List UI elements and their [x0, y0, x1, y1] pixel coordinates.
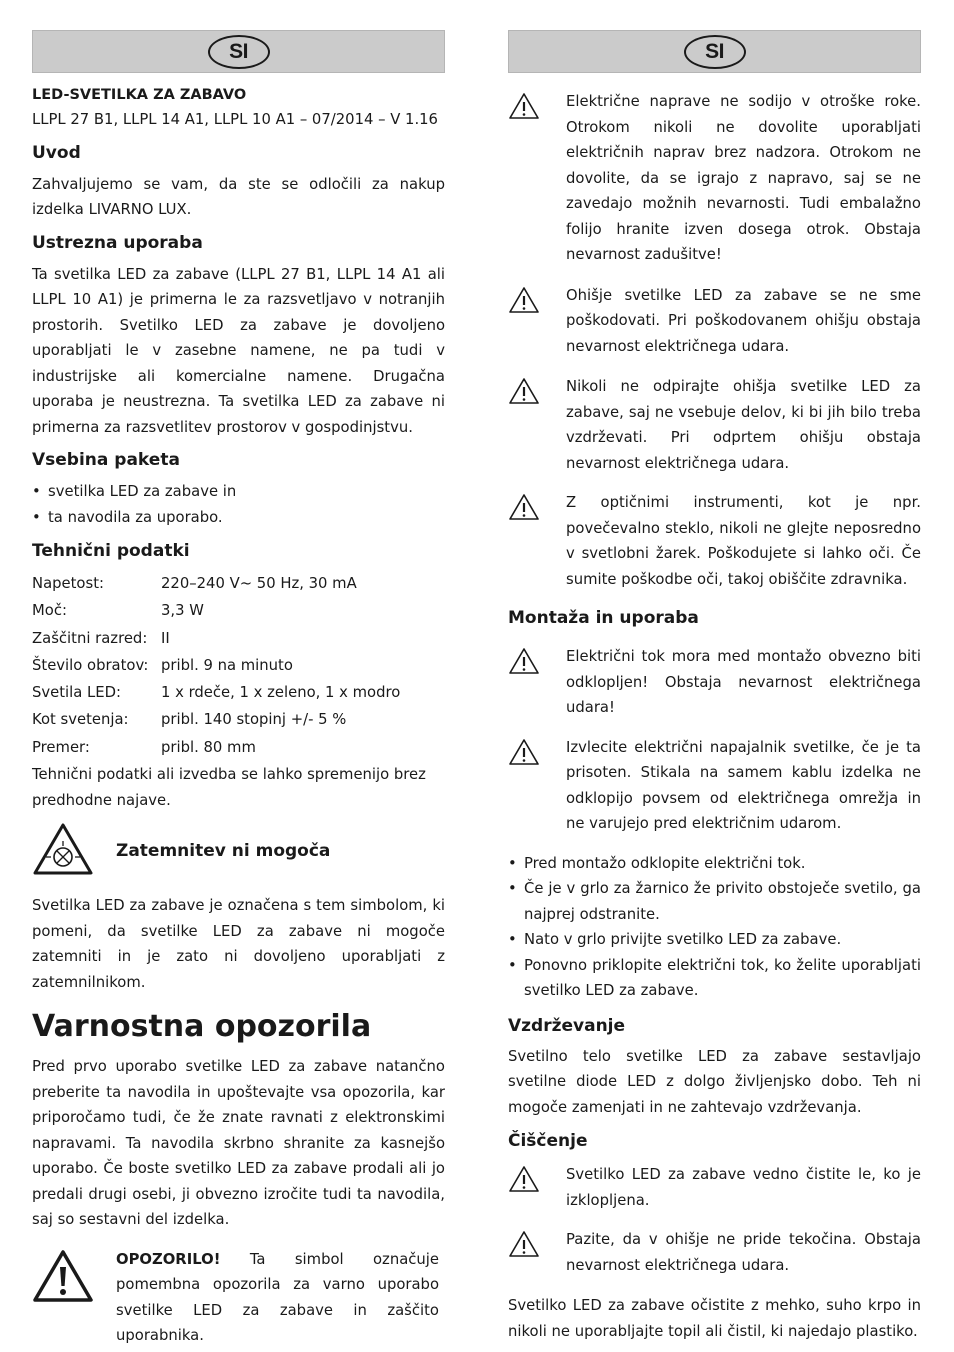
- list-item: • Ponovno priklopite električni tok, ko želite uporabljati svetilko LED za zabave.: [508, 956, 921, 999]
- warning-icon: [508, 735, 566, 770]
- warning-text: Električni tok mora med montažo obvezno biti odklopljen! Obstaja nevarnost električnega udara!: [566, 648, 921, 716]
- warning-text: Nikoli ne odpirajte ohišja svetilke LED za zabave, saj ne vsebuje delov, ki bi jih bilo treba vzdrževati. Pri odprtem ohišju obstaja nevarnost električnega udara.: [566, 378, 921, 472]
- warning-item: [508, 735, 921, 837]
- table-row: Napetost: 220–240 V~ 50 Hz, 30 mA: [32, 575, 357, 592]
- dimming-block: [32, 822, 445, 880]
- use-text: Ta svetilka LED za zabave (LLPL 27 B1, LLPL 14 A1 ali LLPL 10 A1) je primerna le za razsvetljavo v notranjih prostorih. Svetilko LED za zabave je dovoljeno uporabljati le v zasebne namene, ne pa tudi v industrijske ali komercialne namene. Drugačna uporaba je neustrezna. Ta svetilka LED za zabave ni primerna za razsvetlitev prostorov v gospodinjstvu.: [32, 265, 445, 436]
- warning-item: [508, 283, 921, 360]
- warning-text: Svetilko LED za zabave vedno čistite le, ko je izklopljena.: [566, 1166, 921, 1209]
- package-list: [32, 479, 445, 530]
- table-row: Število obratov: pribl. 9 na minuto: [32, 656, 293, 674]
- model-line: LLPL 27 B1, LLPL 14 A1, LLPL 10 A1 – 07/2014 – V 1.16: [32, 111, 438, 128]
- warning-text: Pazite, da v ohišje ne pride tekočina. Obstaja nevarnost električnega udara.: [566, 1231, 921, 1274]
- dimming-text: Svetilka LED za zabave je označena s tem simbolom, ki pomeni, da svetilke LED za zabave ni mogoče zatemniti in je zato ni dovoljeno uporabljati z zatemnilnikom.: [32, 897, 445, 991]
- warning-icon: [508, 1162, 566, 1197]
- warning-symbol-block: [32, 1247, 445, 1349]
- warning-item: [508, 490, 921, 592]
- warning-icon: [508, 1227, 566, 1262]
- warning-item: [508, 374, 921, 476]
- use-heading: Ustrezna uporaba: [32, 232, 203, 253]
- dimming-heading: Zatemnitev ni mogoča: [116, 841, 331, 862]
- list-item: • Nato v grlo privijte svetilko LED za zabave.: [508, 931, 842, 948]
- warning-item: [508, 89, 921, 268]
- clean-text: Svetilko LED za zabave očistite z mehko, suho krpo in nikoli ne uporabljajte topil ali čistil, ki najedajo plastiko.: [508, 1297, 921, 1340]
- list-item: • svetilka LED za zabave in: [32, 483, 237, 500]
- tech-table: [32, 570, 400, 761]
- right-column: [508, 30, 921, 1344]
- product-title: LED-SVETILKA ZA ZABAVO: [32, 87, 247, 103]
- package-heading: Vsebina paketa: [32, 450, 180, 470]
- warning-text: Izvlecite električni napajalnik svetilke, če je ta prisoten. Stikala na samem kablu izdelka ne odklopijo povsem od električnega omrežja in ne varujejo pred električnim udarom.: [566, 738, 921, 832]
- warning-text: Z optičnimi instrumenti, kot je npr. povečevalno steklo, nikoli ne glejte neposredno v svetlobni žarek. Poškodujete si lahko oči. Če sumite poškodbe oči, takoj obiščite zdravnika.: [566, 494, 921, 588]
- warning-text: Ohišje svetilke LED za zabave se ne sme poškodovati. Pri poškodovanem ohišju obstaja nevarnost električnega udara.: [566, 286, 921, 355]
- maint-heading: Vzdrževanje: [508, 1015, 626, 1036]
- table-row: Premer: pribl. 80 mm: [32, 738, 256, 756]
- tech-heading: Tehnični podatki: [32, 541, 190, 561]
- warning-label: OPOZORILO!: [116, 1250, 221, 1268]
- left-column: [32, 30, 445, 1349]
- warning-symbol-text: OPOZORILO! Ta simbol označuje pomembna opozorila za varno uporabo svetilke LED za zabave in zaščito uporabnika.: [116, 1250, 439, 1345]
- warning-item: [508, 644, 921, 721]
- warning-icon: [508, 89, 566, 124]
- intro-heading: Uvod: [32, 142, 81, 163]
- language-bar: [508, 30, 921, 73]
- safety-text: Pred prvo uporabo svetilke LED za zabave natančno preberite ta navodila in upoštevajte vsa opozorila, kar priporočamo tudi, če že znate ravnati z elektronskimi napravami. Ta navodila skrbno shranite za kasnejšo uporabo. Če boste svetilko LED za zabave prodali ali jo predali drugi osebi, ji obvezno izročite tudi ta navodila, saj so sestavni del izdelka.: [32, 1058, 445, 1229]
- warning-icon: [508, 644, 566, 679]
- list-item: • Če je v grlo za žarnico že privito obstoječe svetilo, ga najprej odstranite.: [508, 880, 921, 923]
- language-badge: SI: [208, 35, 270, 69]
- warning-icon: [508, 490, 566, 525]
- warning-icon: [508, 283, 566, 318]
- exclamation-icon: [32, 1247, 116, 1307]
- no-dimmer-icon: [32, 822, 116, 880]
- warning-icon: [508, 374, 566, 409]
- table-row: Svetila LED: 1 x rdeče, 1 x zeleno, 1 x modro: [32, 684, 401, 702]
- language-badge: SI: [684, 35, 746, 69]
- warning-item: [508, 1227, 921, 1278]
- table-row: Kot svetenja: pribl. 140 stopinj +/- 5 %: [32, 711, 347, 729]
- warning-text: Električne naprave ne sodijo v otroške roke. Otrokom nikoli ne dovolite uporabljati električnih naprav brez nadzora. Otrokom ne dovolite, da se igrajo z napravo, saj se ne zavedajo možnih nevarnosti. Tudi embalažno folijo hranite izven dosega otrok. Obstaja nevarnost zadušitve!: [566, 93, 921, 263]
- mount-steps: [508, 851, 921, 1004]
- safety-heading: Varnostna opozorila: [32, 1009, 372, 1045]
- clean-heading: Čiščenje: [508, 1131, 588, 1151]
- mount-heading: Montaža in uporaba: [508, 608, 699, 628]
- maint-text: Svetilno telo svetilke LED za zabave sestavljajo svetilne diode LED z dolgo življenjsko dobo. Teh ni mogoče zamenjati in ne zahtevajo vzdrževanja.: [508, 1047, 921, 1116]
- intro-text: Zahvaljujemo se vam, da ste se odločili za nakup izdelka LIVARNO LUX.: [32, 175, 445, 218]
- tech-note: Tehnični podatki ali izvedba se lahko spremenijo brez predhodne najave.: [32, 766, 426, 809]
- list-item: • Pred montažo odklopite električni tok.: [508, 854, 806, 872]
- warning-item: [508, 1162, 921, 1213]
- table-row: Zaščitni razred: II: [32, 629, 170, 647]
- table-row: Moč: 3,3 W: [32, 602, 204, 620]
- language-bar: [32, 30, 445, 73]
- list-item: • ta navodila za uporabo.: [32, 508, 223, 526]
